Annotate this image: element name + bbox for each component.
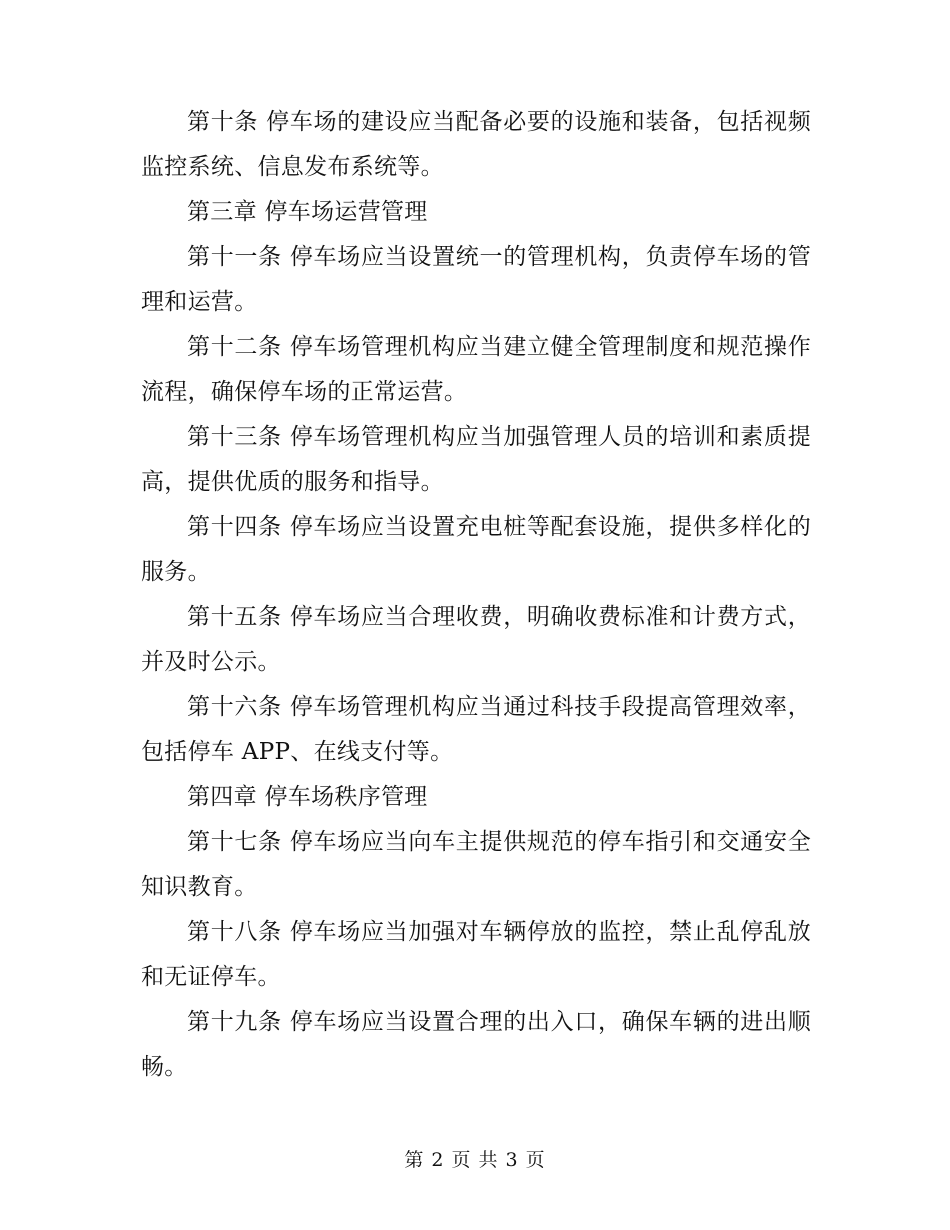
article-11: 第十一条 停车场应当设置统一的管理机构，负责停车场的管理和运营。 (141, 244, 811, 315)
article-14: 第十四条 停车场应当设置充电桩等配套设施，提供多样化的服务。 (141, 514, 811, 585)
article-15: 第十五条 停车场应当合理收费，明确收费标准和计费方式，并及时公示。 (141, 604, 811, 675)
article-18: 第十八条 停车场应当加强对车辆停放的监控，禁止乱停乱放和无证停车。 (141, 919, 811, 990)
chapter-4-heading: 第四章 停车场秩序管理 (187, 784, 428, 810)
page-number-footer: 第 2 页 共 3 页 (404, 1149, 546, 1171)
article-16: 第十六条 停车场管理机构应当通过科技手段提高管理效率，包括停车 APP、在线支付等。 (141, 694, 811, 765)
article-13: 第十三条 停车场管理机构应当加强管理人员的培训和素质提高，提供优质的服务和指导。 (141, 424, 811, 495)
article-10: 第十条 停车场的建设应当配备必要的设施和装备，包括视频监控系统、信息发布系统等。 (141, 109, 811, 180)
document-body (141, 100, 811, 1090)
article-19: 第十九条 停车场应当设置合理的出入口，确保车辆的进出顺畅。 (141, 1009, 811, 1080)
article-12: 第十二条 停车场管理机构应当建立健全管理制度和规范操作流程，确保停车场的正常运营。 (141, 334, 811, 405)
article-17: 第十七条 停车场应当向车主提供规范的停车指引和交通安全知识教育。 (141, 829, 811, 900)
chapter-3-heading: 第三章 停车场运营管理 (187, 199, 428, 225)
